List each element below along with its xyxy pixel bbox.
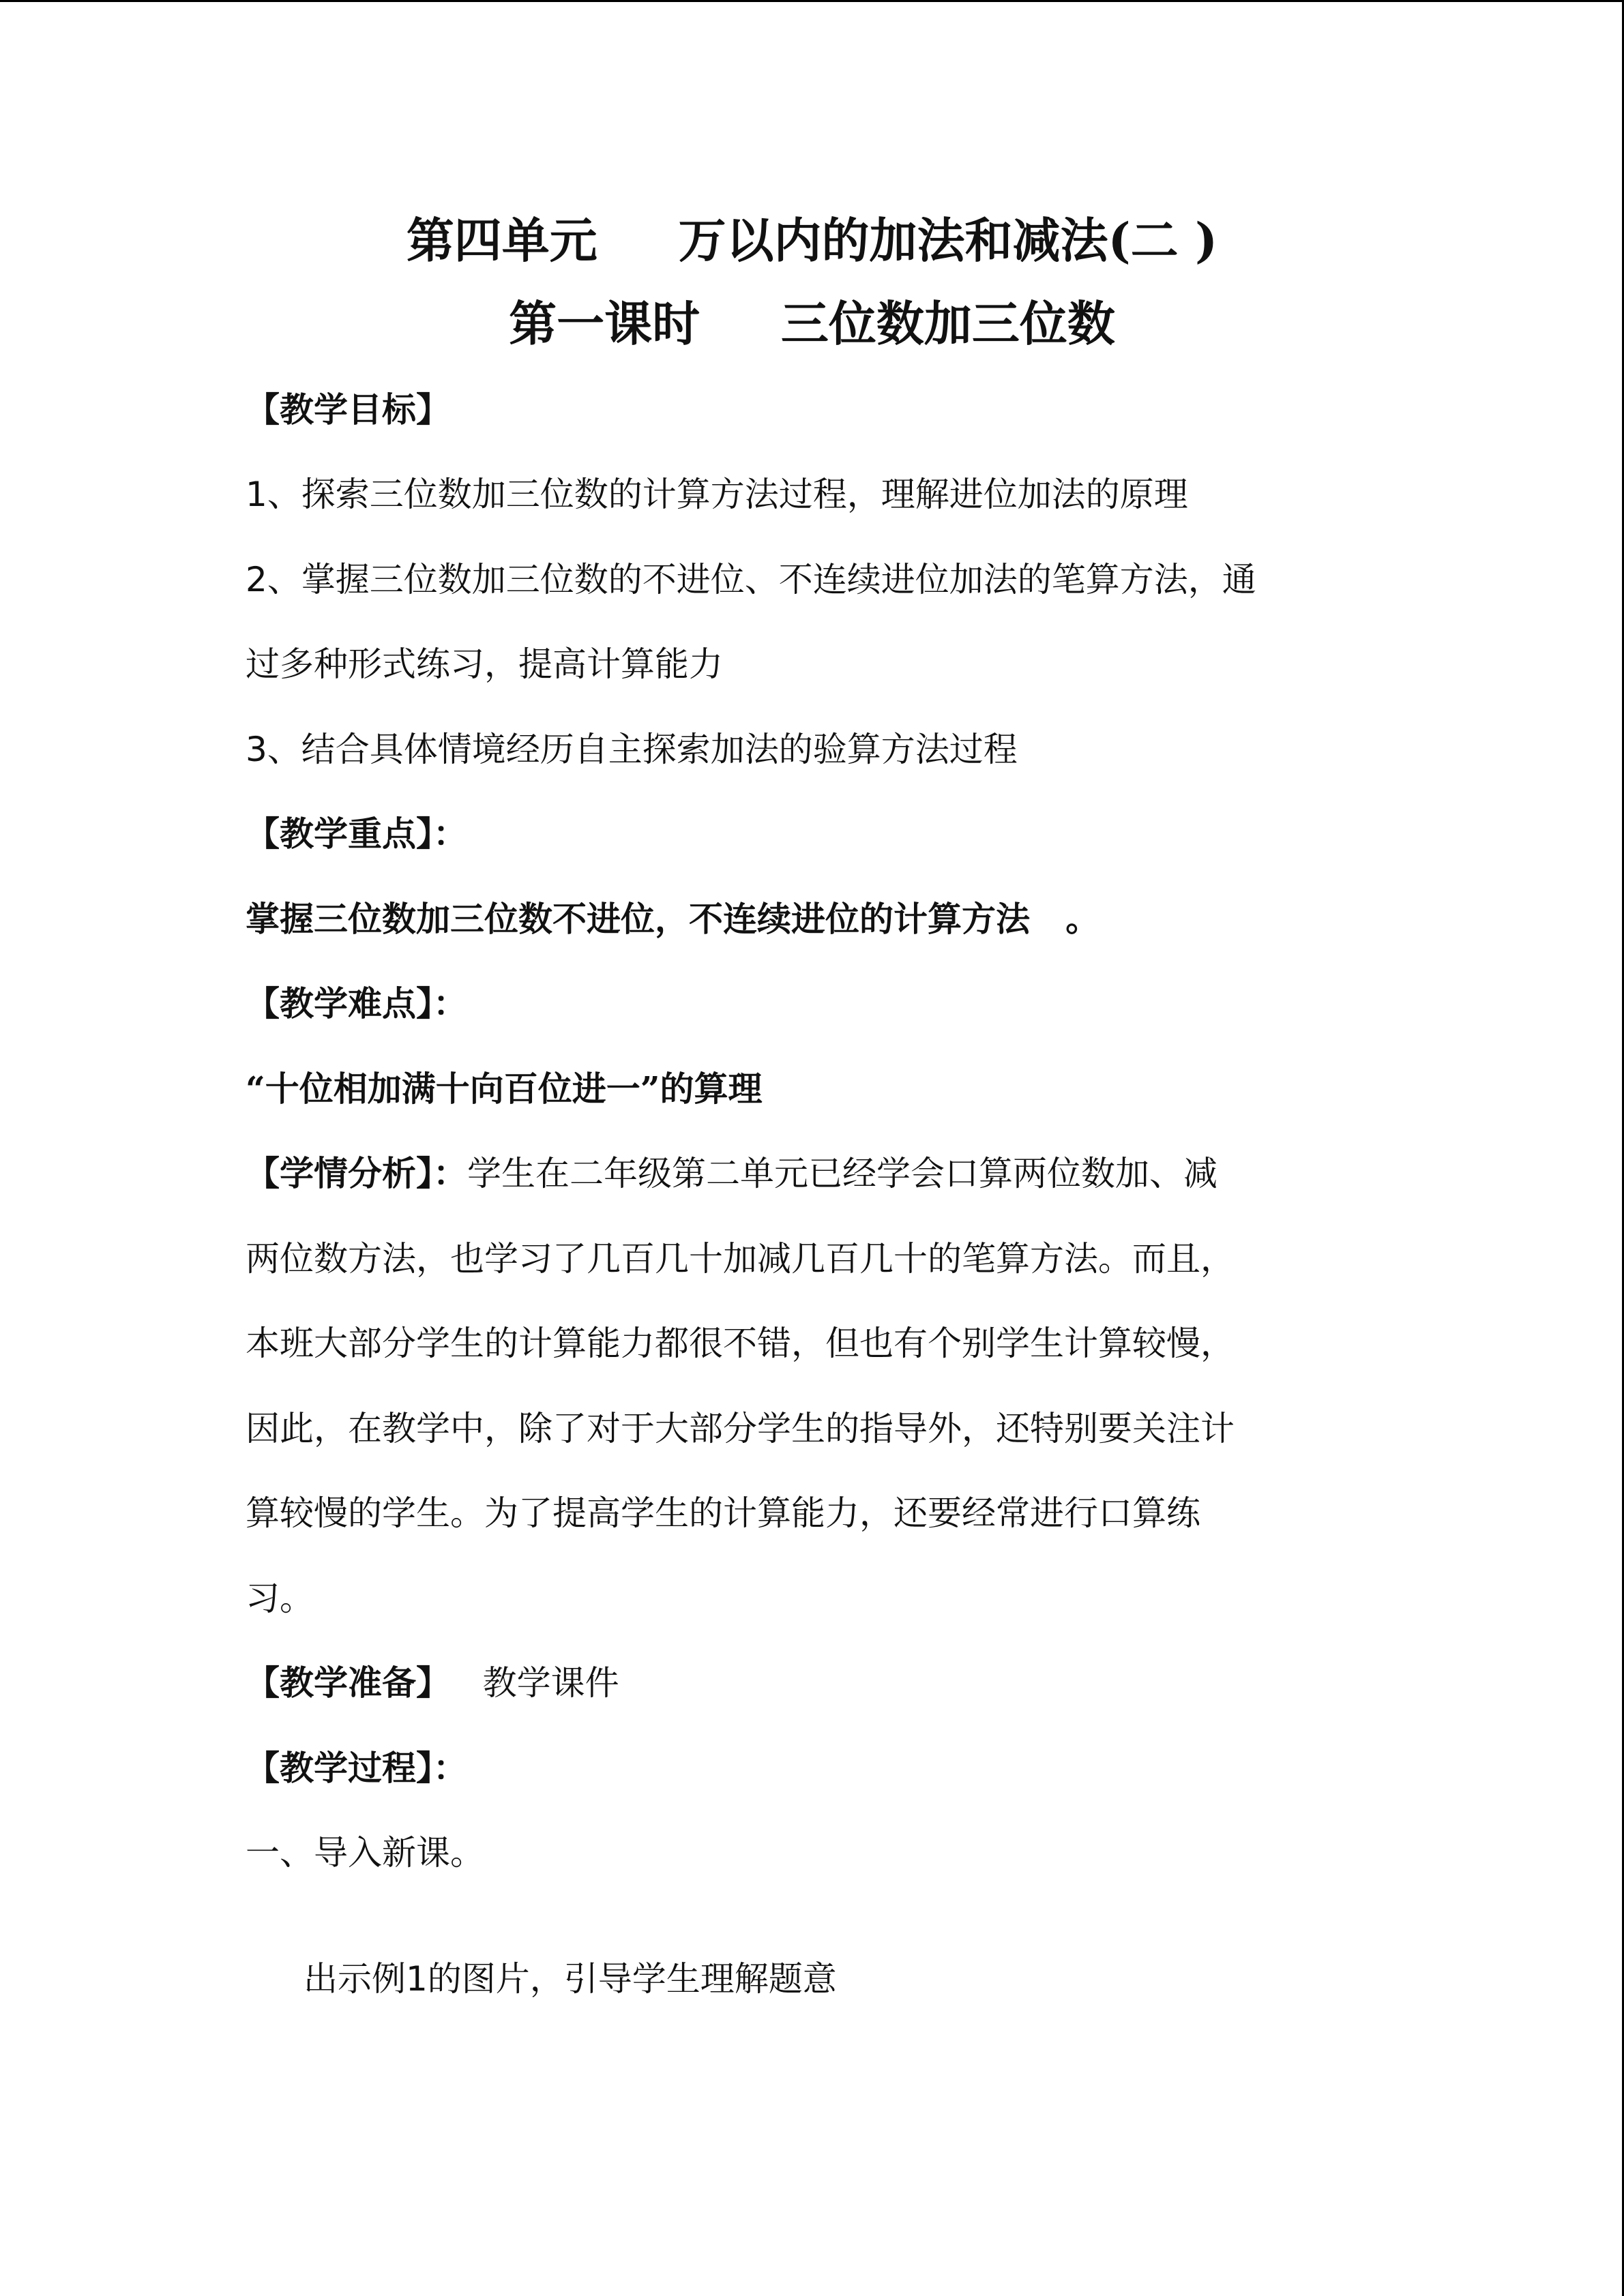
process-heading: 【教学过程】： [246,1748,467,1788]
objective-2-line-2: 过多种形式练习，提高计算能力 [246,644,723,684]
step-1-heading: 一、导入新课。 [246,1833,484,1873]
unit-title: 第四单元 万以内的加法和减法(二 ) [406,212,1218,269]
preparation-line [246,1659,619,1707]
analysis-paragraph-line-1 [246,1150,1217,1197]
key-points-text: 掌握三位数加三位数不进位，不连续进位的计算方法 。 [246,899,1100,939]
analysis-line-3: 本班大部分学生的计算能力都很不错，但也有个别学生计算较慢， [246,1324,1235,1363]
analysis-line-4: 因此，在教学中，除了对于大部分学生的指导外，还特别要关注计 [246,1409,1235,1448]
analysis-text-1: 学生在二年级第二单元已经学会口算两位数加、减 [467,1154,1217,1193]
objective-3: 3、结合具体情境经历自主探索加法的验算方法过程 [246,730,1018,769]
lesson-title: 第一课时 三位数加三位数 [509,295,1115,352]
preparation-text: 教学课件 [450,1663,619,1703]
page-border-top [0,0,1624,2]
objective-2-line-1: 2、掌握三位数加三位数的不进位、不连续进位加法的笔算方法，通 [246,560,1256,599]
analysis-line-5: 算较慢的学生。为了提高学生的计算能力，还要经常进行口算练 [246,1493,1200,1533]
analysis-heading: 【学情分析】： [246,1153,467,1193]
step-1-detail: 出示例1的图片，引导学生理解题意 [304,1959,837,1999]
preparation-heading: 【教学准备】 [246,1663,450,1703]
key-points-heading: 【教学重点】： [246,814,467,854]
difficulties-text: “十位相加满十向百位进一”的算理 [246,1069,763,1109]
objectives-heading: 【教学目标】 [246,389,450,430]
difficulties-heading: 【教学难点】： [246,983,467,1024]
analysis-line-6: 习。 [246,1579,314,1618]
objective-1: 1、探索三位数加三位数的计算方法过程，理解进位加法的原理 [246,475,1188,514]
analysis-line-2: 两位数方法，也学习了几百几十加减几百几十的笔算方法。而且， [246,1239,1235,1279]
